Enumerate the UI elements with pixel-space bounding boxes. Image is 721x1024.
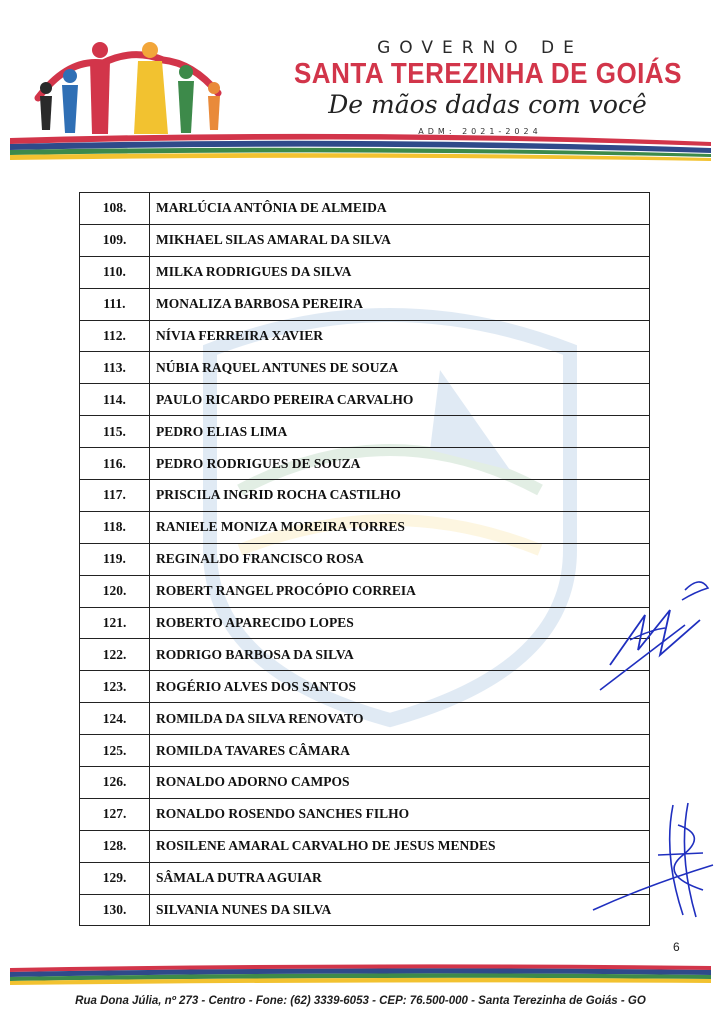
row-number: 127. [80,798,150,830]
row-name: ROGÉRIO ALVES DOS SANTOS [150,671,650,703]
row-number: 119. [80,543,150,575]
government-label: GOVERNO DE [377,38,583,58]
table-row [80,830,650,862]
row-name: SILVANIA NUNES DA SILVA [150,894,650,926]
table-row [80,703,650,735]
row-name: PEDRO ELIAS LIMA [150,416,650,448]
row-number: 111. [80,288,150,320]
row-name: MARLÚCIA ANTÔNIA DE ALMEIDA [150,193,650,225]
row-name: MONALIZA BARBOSA PEREIRA [150,288,650,320]
row-number: 112. [80,320,150,352]
row-name: MIKHAEL SILAS AMARAL DA SILVA [150,224,650,256]
table-row [80,352,650,384]
row-number: 108. [80,193,150,225]
row-name: ROMILDA TAVARES CÂMARA [150,735,650,767]
row-name: RODRIGO BARBOSA DA SILVA [150,639,650,671]
table-row [80,862,650,894]
signature-mark-2-icon [588,795,718,925]
table-row [80,671,650,703]
table-row [80,767,650,799]
row-name: RONALDO ADORNO CAMPOS [150,767,650,799]
table-row [80,448,650,480]
names-table [79,192,650,926]
footer-swoosh-icon [0,960,721,990]
table-row [80,639,650,671]
table-row [80,798,650,830]
letterhead [0,0,721,170]
table-row [80,384,650,416]
row-name: SÂMALA DUTRA AGUIAR [150,862,650,894]
table-row [80,575,650,607]
row-name: ROBERT RANGEL PROCÓPIO CORREIA [150,575,650,607]
row-number: 125. [80,735,150,767]
table-row [80,193,650,225]
row-number: 120. [80,575,150,607]
row-name: ROMILDA DA SILVA RENOVATO [150,703,650,735]
table-row [80,416,650,448]
row-number: 129. [80,862,150,894]
administration-period: ADM: 2021-2024 [418,127,542,136]
row-number: 110. [80,256,150,288]
row-number: 114. [80,384,150,416]
row-number: 121. [80,607,150,639]
table-row [80,224,650,256]
row-name: RONALDO ROSENDO SANCHES FILHO [150,798,650,830]
row-name: REGINALDO FRANCISCO ROSA [150,543,650,575]
slogan: De mãos dadas com você [328,90,647,119]
row-number: 115. [80,416,150,448]
row-number: 113. [80,352,150,384]
row-number: 128. [80,830,150,862]
row-name: NÚBIA RAQUEL ANTUNES DE SOUZA [150,352,650,384]
table-row [80,735,650,767]
table-row [80,288,650,320]
table-row [80,320,650,352]
row-number: 126. [80,767,150,799]
row-name: NÍVIA FERREIRA XAVIER [150,320,650,352]
row-number: 124. [80,703,150,735]
row-number: 117. [80,480,150,512]
row-name: PRISCILA INGRID ROCHA CASTILHO [150,480,650,512]
row-name: RANIELE MONIZA MOREIRA TORRES [150,511,650,543]
row-number: 109. [80,224,150,256]
header-swoosh-icon [0,128,721,168]
row-name: PAULO RICARDO PEREIRA CARVALHO [150,384,650,416]
signature-mark-1-icon [590,570,715,700]
row-number: 123. [80,671,150,703]
row-name: ROSILENE AMARAL CARVALHO DE JESUS MENDES [150,830,650,862]
table-row [80,511,650,543]
row-number: 130. [80,894,150,926]
table-row [80,894,650,926]
row-number: 122. [80,639,150,671]
page-number: 6 [673,940,680,954]
table-row [80,480,650,512]
row-name: PEDRO RODRIGUES DE SOUZA [150,448,650,480]
city-name: SANTA TEREZINHA DE GOIÁS [293,56,683,90]
table-row [80,256,650,288]
row-number: 118. [80,511,150,543]
footer-address: Rua Dona Júlia, nº 273 - Centro - Fone: (62) 3339-6053 - CEP: 76.500-000 - Santa Terezinha de Goiás - GO [75,995,646,1007]
row-number: 116. [80,448,150,480]
row-name: ROBERTO APARECIDO LOPES [150,607,650,639]
table-row [80,543,650,575]
family-logo-icon [28,38,233,138]
row-name: MILKA RODRIGUES DA SILVA [150,256,650,288]
table-row [80,607,650,639]
